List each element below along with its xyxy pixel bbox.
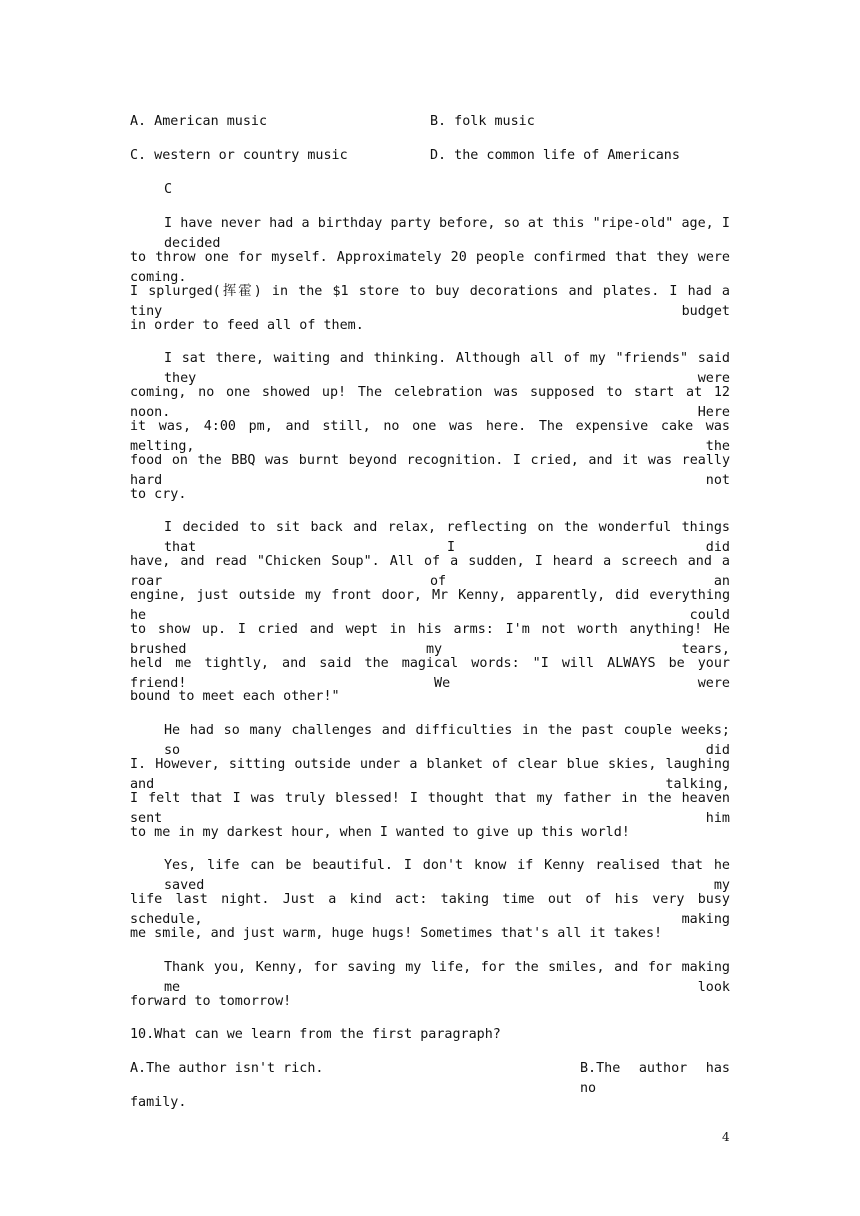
prev-option-a: A. American music [130,114,268,129]
paragraph-line: to cry. [130,487,187,502]
question-10-option-b: B.The author has no [580,1061,730,1096]
paragraph-line: life last night. Just a kind act: taking time out of his very busy schedule, making [130,892,730,927]
paragraph-line: coming, no one showed up! The celebration was supposed to start at 12 noon. Here [130,385,730,420]
paragraph-line: to me in my darkest hour, when I wanted to give up this world! [130,825,630,840]
paragraph-line: I felt that I was truly blessed! I thought that my father in the heaven sent him [130,791,730,826]
paragraph-line: have, and read "Chicken Soup". All of a sudden, I heard a screech and a roar of an [130,554,730,589]
paragraph-line: to show up. I cried and wept in his arms: I'm not worth anything! He brushed my tears, [130,622,730,657]
paragraph-line: it was, 4:00 pm, and still, no one was here. The expensive cake was melting, the [130,419,730,454]
prev-option-b: B. folk music [430,114,535,129]
paragraph-line: I. However, sitting outside under a blanket of clear blue skies, laughing and talking, [130,757,730,792]
section-heading: C [164,182,173,197]
paragraph-line: I have never had a birthday party before, so at this "ripe-old" age, I decided [164,216,730,251]
question-10-option-b-continued: family. [130,1095,187,1110]
paragraph-line: I splurged(挥霍) in the $1 store to buy decorations and plates. I had a tiny budget [130,284,730,319]
paragraph-line: Yes, life can be beautiful. I don't know if Kenny realised that he saved my [164,858,730,893]
page-number: 4 [722,1130,730,1144]
question-10-stem: 10.What can we learn from the first paragraph? [130,1027,501,1042]
paragraph-line: engine, just outside my front door, Mr Kenny, apparently, did everything he could [130,588,730,623]
paragraph-line: in order to feed all of them. [130,318,364,333]
paragraph-line: He had so many challenges and difficulties in the past couple weeks; so did [164,723,730,758]
prev-option-c: C. western or country music [130,148,348,163]
paragraph-line: to throw one for myself. Approximately 20 people confirmed that they were coming. [130,250,730,285]
paragraph-line: forward to tomorrow! [130,994,292,1009]
prev-option-d: D. the common life of Americans [430,148,680,163]
paragraph-line: Thank you, Kenny, for saving my life, for the smiles, and for making me look [164,960,730,995]
paragraph-line: food on the BBQ was burnt beyond recognition. I cried, and it was really hard not [130,453,730,488]
question-10-option-a: A.The author isn't rich. [130,1061,324,1076]
paragraph-line: held me tightly, and said the magical words: "I will ALWAYS be your friend! We were [130,656,730,691]
paragraph-line: me smile, and just warm, huge hugs! Sometimes that's all it takes! [130,926,663,941]
paragraph-line: I sat there, waiting and thinking. Although all of my "friends" said they were [164,351,730,386]
paragraph-line: bound to meet each other!" [130,689,340,704]
paragraph-line: I decided to sit back and relax, reflecting on the wonderful things that I did [164,520,730,555]
